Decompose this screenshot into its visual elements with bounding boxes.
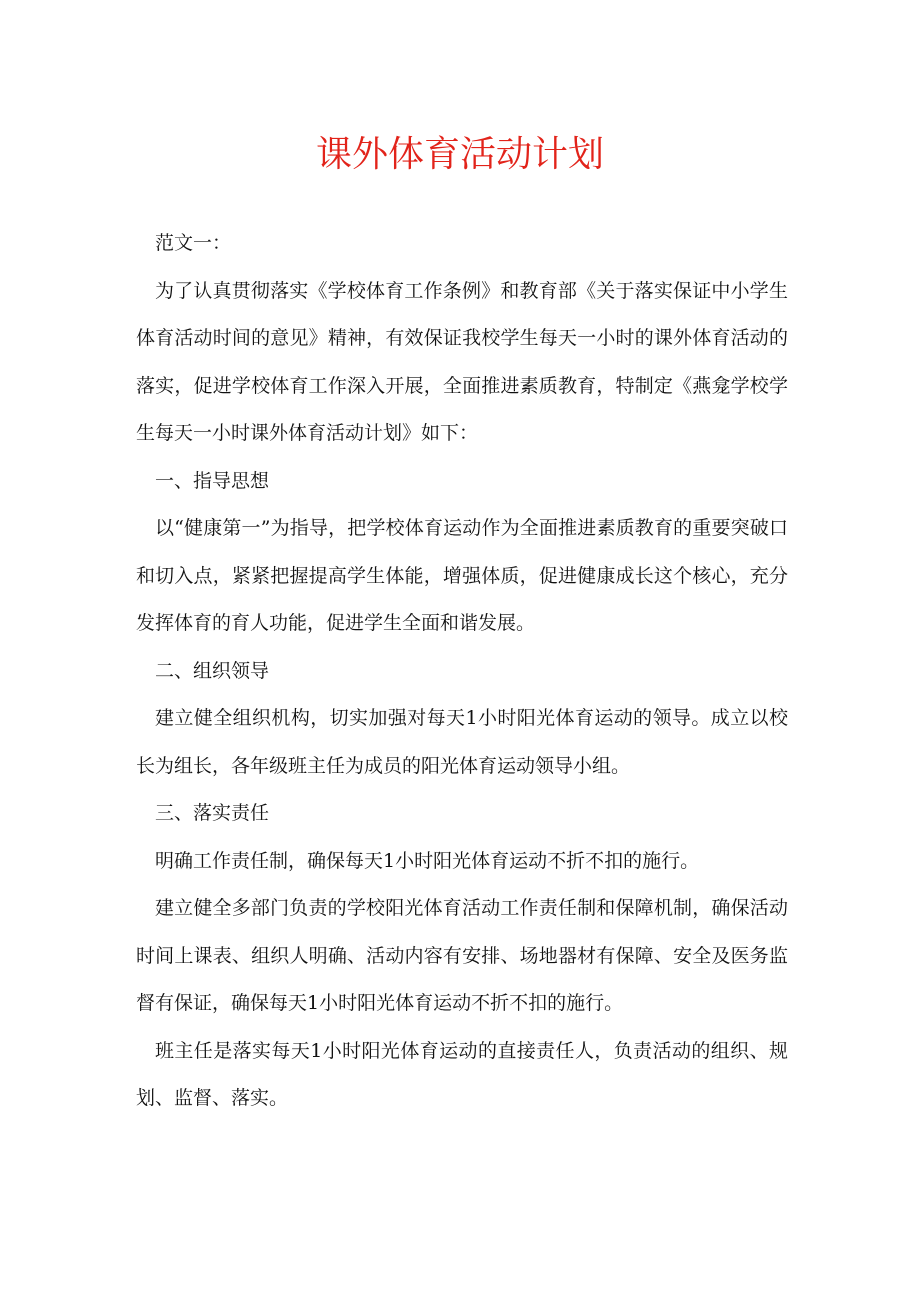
section-heading-responsibility: 三、落实责任	[155, 802, 270, 824]
document-title: 课外体育活动计划	[315, 134, 604, 175]
paragraph-responsibility-2: 建立健全多部门负责的学校阳光体育活动工作责任制和保障机制，确保活动时间上课表、组织人明确、活动内容有安排、场地器材有保障、安全及医务监督有保证，确保每天1小时阳光体育运动不折不扣的施行。	[136, 897, 788, 1014]
intro-paragraph: 为了认真贯彻落实《学校体育工作条例》和教育部《关于落实保证中小学生体育活动时间的意见》精神，有效保证我校学生每天一小时的课外体育活动的落实，促进学校体育工作深入开展，全面推进素质教育，特制定《燕龛学校学生每天一小时课外体育活动计划》如下：	[136, 279, 788, 444]
paragraph-responsibility-3: 班主任是落实每天1小时阳光体育运动的直接责任人，负责活动的组织、规划、监督、落实。	[136, 1039, 788, 1109]
section-heading-organization: 二、组织领导	[155, 659, 270, 682]
intro-label: 范文一：	[155, 232, 232, 254]
section-heading-guiding-thought: 一、指导思想	[155, 469, 270, 492]
paragraph-organization: 建立健全组织机构，切实加强对每天1小时阳光体育运动的领导。成立以校长为组长，各年级班主任为成员的阳光体育运动领导小组。	[136, 707, 788, 777]
paragraph-guiding-thought: 以“健康第一”为指导，把学校体育运动作为全面推进素质教育的重要突破口和切入点，紧紧把握提高学生体能，增强体质，促进健康成长这个核心，充分发挥体育的育人功能，促进学生全面和谐发展。	[136, 517, 788, 634]
paragraph-responsibility-1: 明确工作责任制，确保每天1小时阳光体育运动不折不扣的施行。	[155, 849, 700, 872]
document-body	[136, 220, 788, 1123]
